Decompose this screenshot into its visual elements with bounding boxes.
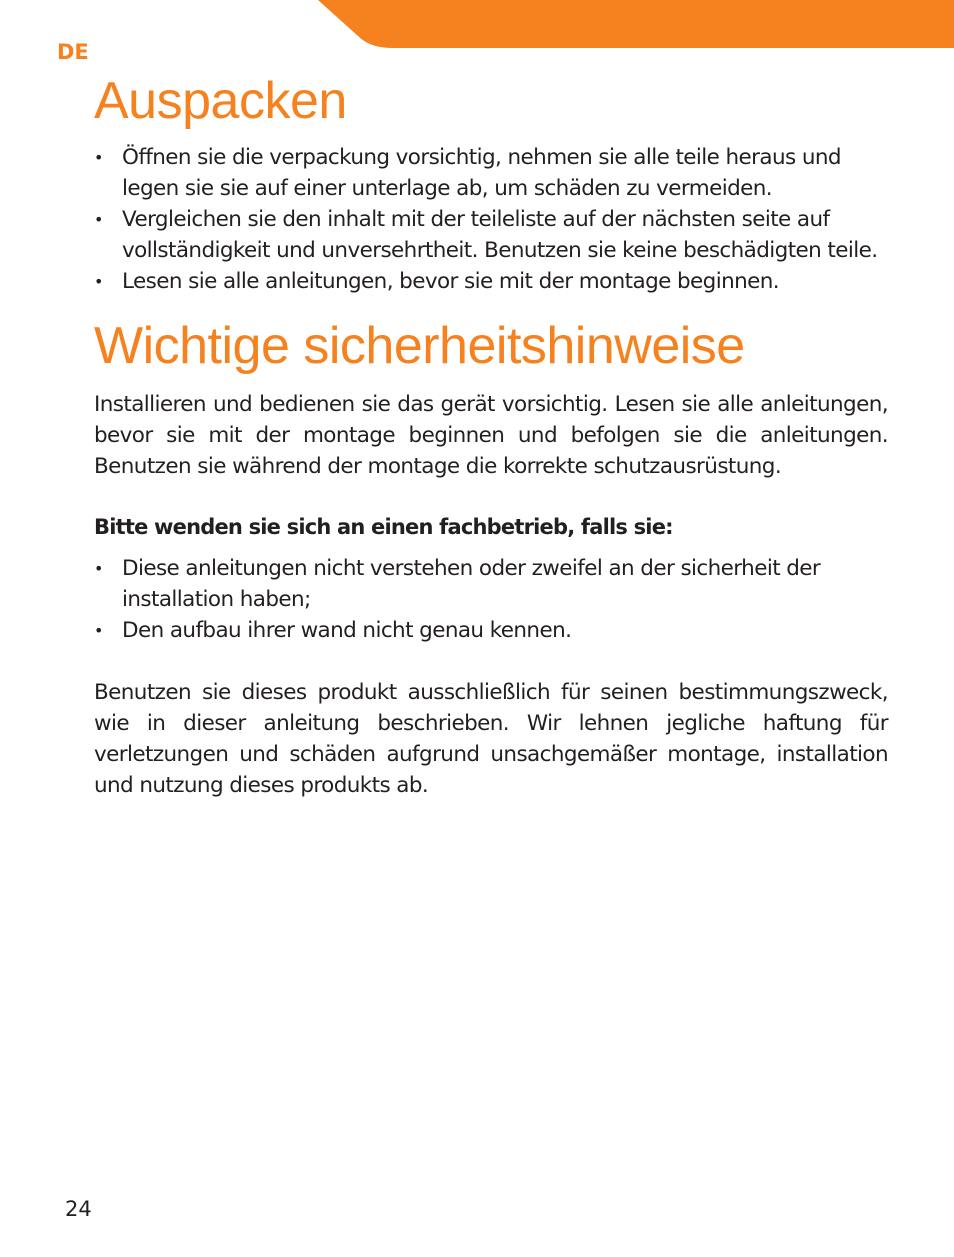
bullet-marker: • — [94, 210, 103, 229]
bullet-marker: • — [94, 148, 103, 167]
header-accent-band — [0, 0, 954, 50]
list-item-text: Den aufbau ihrer wand nicht genau kennen. — [122, 618, 572, 643]
bullet-marker: • — [94, 559, 103, 578]
list-item-text: Lesen sie alle anleitungen, bevor sie mit der montage beginnen. — [122, 269, 780, 294]
list-item-text: Vergleichen sie den inhalt mit der teileliste auf der nächsten seite auf vollständigkeit und unversehrtheit. Benutzen sie keine beschädigten teile. — [122, 207, 878, 263]
list-item-text: Diese anleitungen nicht verstehen oder zweifel an der sicherheit der installation haben; — [122, 556, 821, 612]
page-number: 24 — [65, 1197, 92, 1221]
language-tag: DE — [57, 40, 89, 64]
safety-title: Wichtige sicherheitshinweise — [94, 317, 745, 375]
list-item — [94, 204, 888, 266]
page-content — [94, 70, 888, 801]
safety-intro-paragraph: Installieren und bedienen sie das gerät vorsichtig. Lesen sie alle anleitungen, bevor sie mit der montage beginnen und befolgen sie die anleitungen. Benutzen sie während der montage die korrekte schutzausrüstung. — [94, 392, 888, 479]
list-item — [94, 142, 888, 204]
list-item-text: Öffnen sie die verpackung vorsichtig, nehmen sie alle teile heraus und legen sie sie auf einer unterlage ab, um schäden zu vermeiden. — [122, 145, 841, 201]
liability-disclaimer-paragraph: Benutzen sie dieses produkt ausschließlich für seinen bestimmungszweck, wie in dieser anleitung beschrieben. Wir lehnen jegliche haftung für verletzungen und schäden aufgrund unsachgemäßer montage, installation und nutzung dieses produkts ab. — [94, 680, 888, 798]
list-item — [94, 266, 888, 297]
bullet-marker: • — [94, 272, 103, 291]
contact-specialist-heading: Bitte wenden sie sich an einen fachbetrieb, falls sie: — [94, 515, 673, 539]
unpacking-title: Auspacken — [94, 72, 347, 130]
bullet-marker: • — [94, 621, 103, 640]
list-item — [94, 553, 888, 615]
safety-bullet-list — [94, 553, 888, 646]
unpacking-bullet-list — [94, 142, 888, 297]
list-item — [94, 615, 888, 646]
